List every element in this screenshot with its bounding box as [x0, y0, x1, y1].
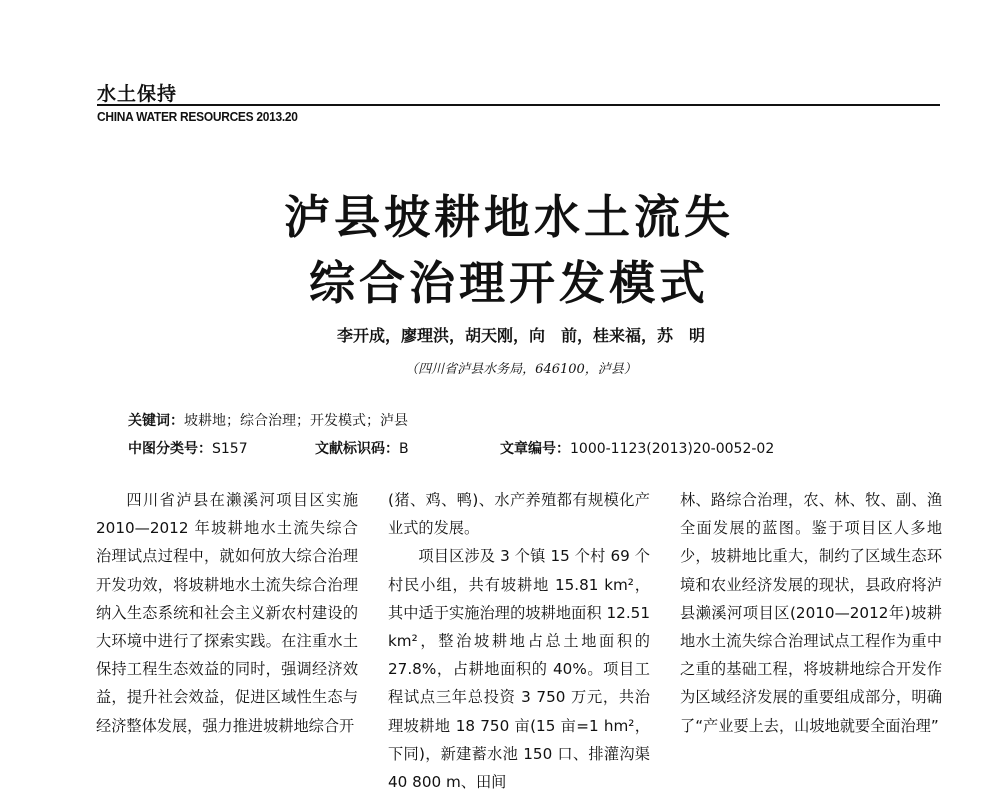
- article-title-line-2: 综合治理开发模式: [309, 256, 709, 310]
- document-code: [315, 438, 409, 458]
- paragraph: 项目区涉及 3 个镇 15 个村 69 个村民小组，共有坡耕地 15.81 km²，其中适于实施治理的坡耕地面积 12.51 km²，整治坡耕地占总土地面积的 27.8%，占耕地面积的 40%。项目工程试点三年总投资 3 750 万元，共治理坡耕地 18 750 亩(15 亩=1 hm²，下同)，新建蓄水池 150 口、排灌沟渠 40 800 m、田间: [388, 547, 650, 792]
- article-number-label: 文章编号：: [500, 441, 570, 457]
- article-number-value: 1000-1123(2013)20-0052-02: [570, 441, 775, 457]
- keywords: [128, 410, 408, 430]
- affiliation: （四川省泸县水务局，646100，泸县）: [405, 362, 637, 377]
- paragraph: (猪、鸡、鸭)、水产养殖都有规模化产业式的发展。: [388, 491, 650, 538]
- paragraph: 四川省泸县在濑溪河项目区实施 2010—2012 年坡耕地水土流失综合治理试点过程中，就如何放大综合治理开发功效，将坡耕地水土流失综合治理纳入生态系统和社会主义新农村建设的大环境中进行了探索实践。在注重水土保持工程生态效益的同时，强调经济效益，提升社会效益，促进区域性生态与经济整体发展，强力推进坡耕地综合开: [96, 491, 358, 735]
- section-name: 水土保持: [97, 83, 178, 105]
- header-rule: [97, 104, 940, 106]
- keywords-value: 坡耕地；综合治理；开发模式；泸县: [184, 413, 408, 429]
- keywords-label: 关键词：: [128, 413, 184, 429]
- clc-value: S157: [212, 441, 248, 457]
- document-code-value: B: [399, 441, 409, 457]
- clc-label: 中图分类号：: [128, 441, 212, 457]
- article-number: [500, 438, 774, 458]
- body-column-1: [96, 486, 358, 740]
- document-code-label: 文献标识码：: [315, 441, 399, 457]
- paragraph: 林、路综合治理，农、林、牧、副、渔全面发展的蓝图。鉴于项目区人多地少，坡耕地比重大，制约了区域生态环境和农业经济发展的现状，县政府将泸县濑溪河项目区(2010—2012年)坡耕地水土流失综合治理试点工程作为重中之重的基础工程，将坡耕地综合开发作为区域经济发展的重要组成部分，明确了“产业要上去，山坡地就要全面治理”: [680, 491, 942, 735]
- article-title-line-1: 泸县坡耕地水土流失: [284, 190, 734, 244]
- body-column-2: [388, 486, 650, 796]
- journal-line: CHINA WATER RESOURCES 2013.20: [97, 109, 298, 124]
- authors: 李开成，廖理洪，胡天刚，向 前，桂来福，苏 明: [336, 326, 705, 345]
- clc-number: [128, 438, 248, 458]
- body-column-3: [680, 486, 942, 740]
